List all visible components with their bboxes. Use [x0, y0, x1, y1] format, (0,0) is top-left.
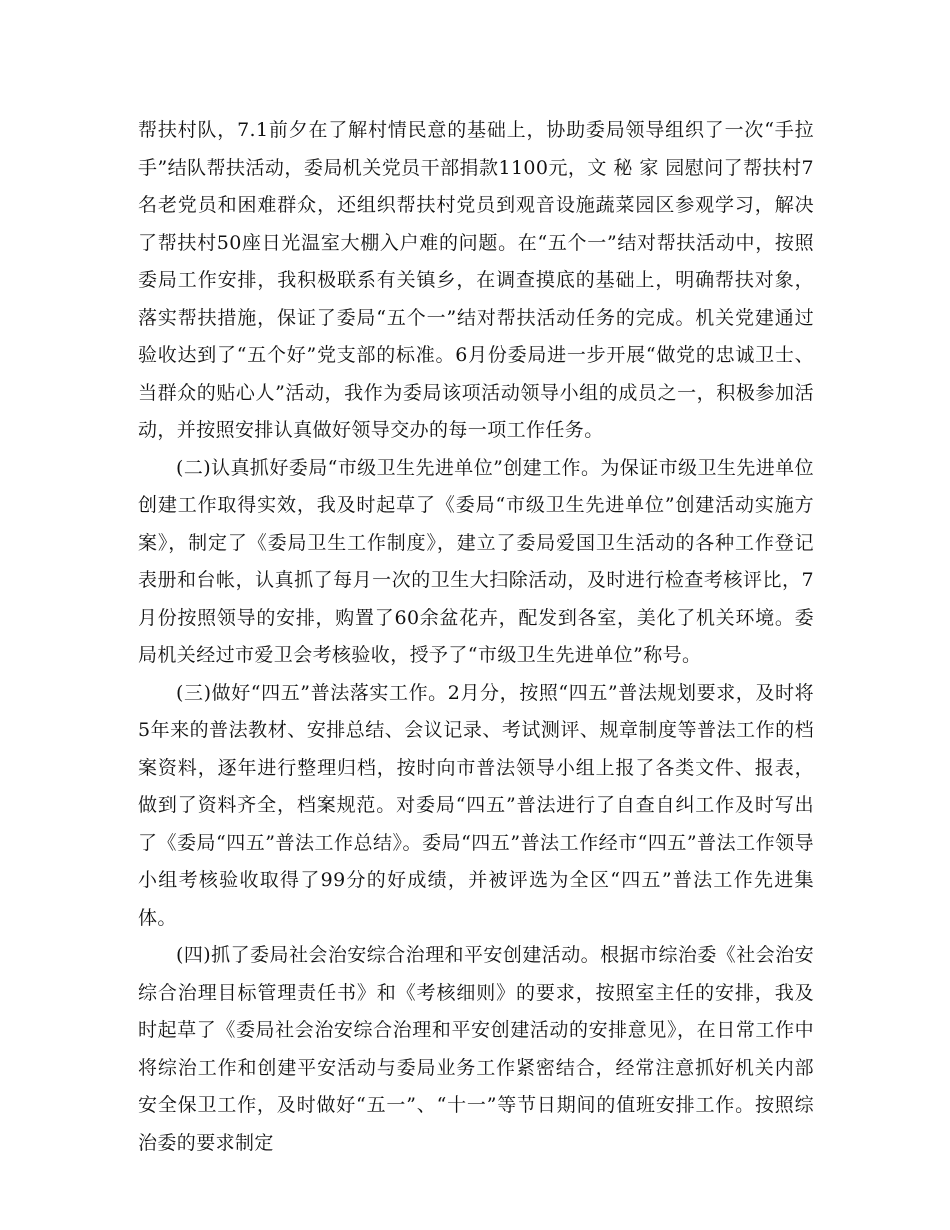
- paragraph-2: (二)认真抓好委局“市级卫生先进单位”创建工作。为保证市级卫生先进单位创建工作取得实效，我及时起草了《委局“市级卫生先进单位”创建活动实施方案》，制定了《委局卫生工作制度》，建立了委局爱国卫生活动的各种工作登记表册和台帐，认真抓了每月一次的卫生大扫除活动，及时进行检查考核评比，7月份按照领导的安排，购置了60余盆花卉，配发到各室，美化了机关环境。委局机关经过市爱卫会考核验收，授予了“市级卫生先进单位”称号。: [138, 456, 814, 666]
- paragraph-1: 帮扶村队，7.1前夕在了解村情民意的基础上，协助委局领导组织了一次“手拉手”结队帮扶活动，委局机关党员干部捐款1100元，文 秘 家 园慰问了帮扶村7名老党员和困难群众，还组织帮扶村党员到观音设施蔬菜园区参观学习，解决了帮扶村50座日光温室大棚入户难的问题。在“五个一”结对帮扶活动中，按照委局工作安排，我积极联系有关镇乡，在调查摸底的基础上，明确帮扶对象，落实帮扶措施，保证了委局“五个一”结对帮扶活动任务的完成。机关党建通过验收达到了“五个好”党支部的标准。6月份委局进一步开展“做党的忠诚卫士、当群众的贴心人”活动，我作为委局该项活动领导小组的成员之一，积极参加活动，并按照安排认真做好领导交办的每一项工作任务。: [138, 119, 814, 441]
- paragraph-4: (四)抓了委局社会治安综合治理和平安创建活动。根据市综治委《社会治安综合治理目标管理责任书》和《考核细则》的要求，按照室主任的安排，我及时起草了《委局社会治安综合治理和平安创建活动的安排意见》，在日常工作中将综治工作和创建平安活动与委局业务工作紧密结合，经常注意抓好机关内部安全保卫工作，及时做好“五一”、“十一”等节日期间的值班安排工作。按照综治委的要求制定: [138, 944, 814, 1154]
- paragraph-3: (三)做好“四五”普法落实工作。2月分，按照“四五”普法规划要求，及时将5年来的普法教材、安排总结、会议记录、考试测评、规章制度等普法工作的档案资料，逐年进行整理归档，按时向市普法领导小组上报了各类文件、报表，做到了资料齐全，档案规范。对委局“四五”普法进行了自查自纠工作及时写出了《委局“四五”普法工作总结》。委局“四五”普法工作经市“四五”普法工作领导小组考核验收取得了99分的好成绩，并被评选为全区“四五”普法工作先进集体。: [138, 681, 814, 929]
- document-body: [138, 112, 814, 1162]
